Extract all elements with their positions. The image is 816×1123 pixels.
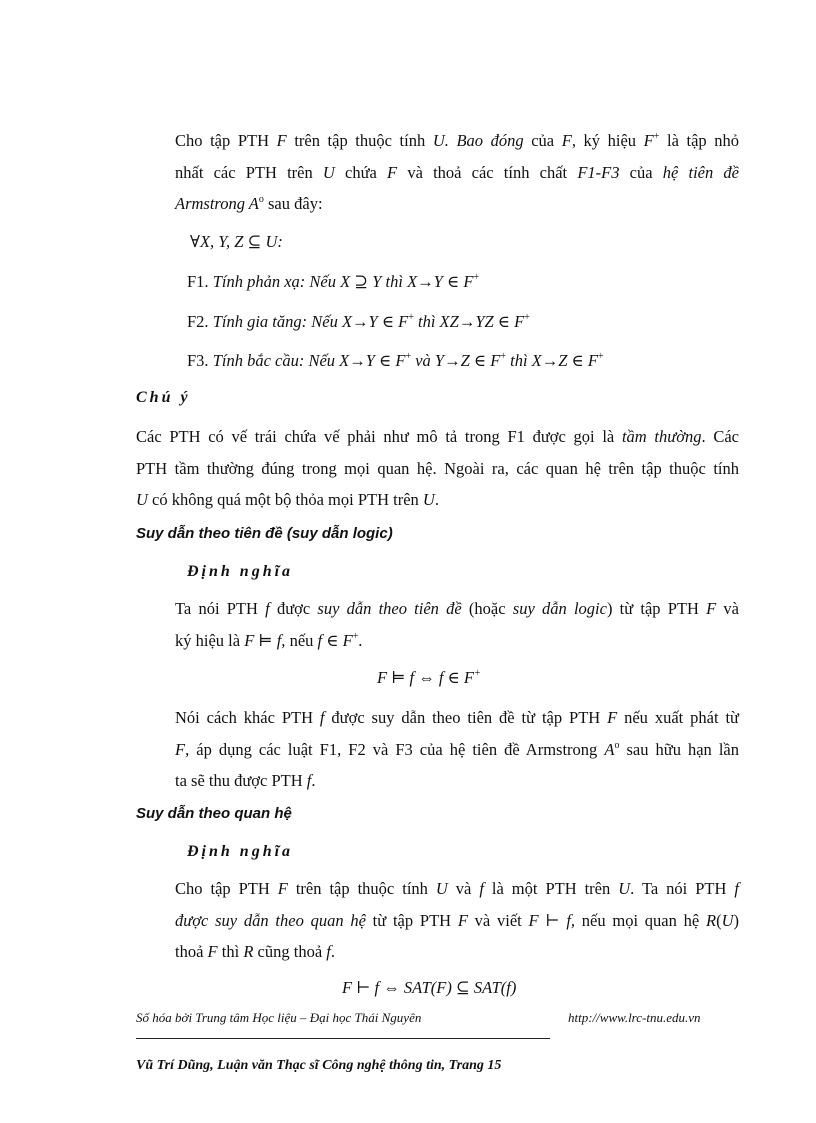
s1-line-2: ký hiệu là F ⊨ f, nếu f ∈ F+. — [175, 631, 363, 650]
note-title: Chú ý — [136, 389, 191, 406]
definition-title-1: Định nghĩa — [187, 563, 294, 580]
s1-line-3: Nói cách khác PTH f được suy dẫn theo tiên đề từ tập PTH F nếu xuất phát từ — [175, 708, 739, 727]
closure-def-line-1: Cho tập PTH F trên tập thuộc tính U. Bao đóng của F, ký hiệu F+ là tập nhỏ — [175, 131, 739, 150]
section-heading-logic: Suy dẫn theo tiên đề (suy dẫn logic) — [136, 525, 393, 542]
s1-formula: F ⊨ f ⇔ f ∈ F+ — [377, 668, 481, 687]
footer-url: http://www.lrc-tnu.edu.vn — [568, 1010, 701, 1025]
s1-line-4: F, áp dụng các luật F1, F2 và F3 của hệ tiên đề Armstrong $A^o$ sau hữu hạn lần — [175, 740, 739, 759]
section-heading-relation: Suy dẫn theo quan hệ — [136, 805, 292, 822]
axiom-f1: F1. Tính phản xạ: Nếu X ⊇ Y thì X→Y ∈ F+ — [187, 272, 480, 291]
closure-def-line-2: nhất các PTH trên U chứa F và thoả các tính chất F1-F3 của hệ tiên đề — [175, 163, 739, 182]
s2-formula: F ⊢ f ⇔ SAT(F) ⊆ SAT(f) — [342, 978, 517, 997]
axiom-f2: F2. Tính gia tăng: Nếu X→Y ∈ F+ thì XZ→YZ ∈ F+ — [187, 312, 530, 331]
axiom-f3: F3. Tính bắc cầu: Nếu X→Y ∈ F+ và Y→Z ∈ F+ thì X→Z ∈ F+ — [187, 351, 604, 370]
footer-author-line: Vũ Trí Dũng, Luận văn Thạc sĩ Công nghệ thông tin, Trang 15 — [136, 1058, 502, 1073]
closure-def-line-3: Armstrong $A^o$ sau đây: — [175, 194, 323, 213]
note-line-3: U có không quá một bộ thỏa mọi PTH trên U. — [136, 490, 439, 509]
definition-title-2: Định nghĩa — [187, 843, 294, 860]
footer-source: Số hóa bởi Trung tâm Học liệu – Đại học Thái Nguyên — [136, 1010, 422, 1025]
note-line-2: PTH tầm thường đúng trong mọi quan hệ. Ngoài ra, các quan hệ trên tập thuộc tính — [136, 459, 739, 478]
forall-line: ∀X, Y, Z ⊆ U: — [190, 232, 283, 251]
note-line-1: Các PTH có vế trái chứa vế phải như mô tả trong F1 được gọi là tầm thường. Các — [136, 427, 740, 446]
s1-line-5: ta sẽ thu được PTH f. — [175, 771, 316, 790]
s1-line-1: Ta nói PTH f được suy dẫn theo tiên đề (hoặc suy dẫn logic) từ tập PTH F và — [175, 599, 739, 618]
s2-line-3: thoả F thì R cũng thoả f. — [175, 942, 335, 961]
s2-line-1: Cho tập PTH F trên tập thuộc tính U và f là một PTH trên U. Ta nói PTH f — [175, 879, 739, 898]
s2-line-2: được suy dẫn theo quan hệ từ tập PTH F và viết F ⊢ f, nếu mọi quan hệ R(U) — [175, 911, 739, 930]
footer-rule — [136, 1038, 550, 1039]
